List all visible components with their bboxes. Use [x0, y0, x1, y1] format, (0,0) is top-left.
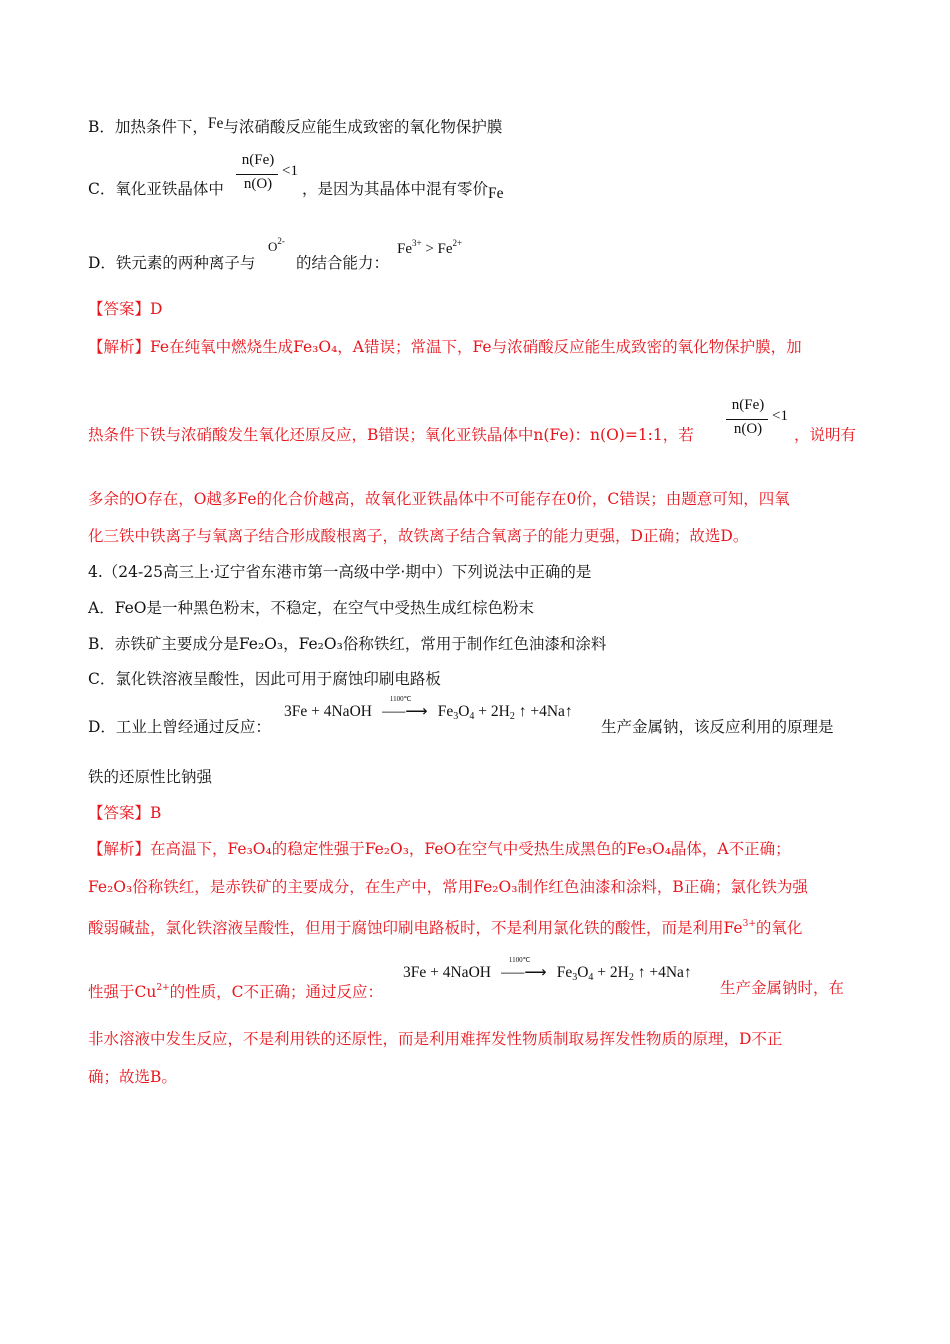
q3-analysis-fraction [724, 397, 794, 445]
equation-fe: Fe [556, 964, 573, 981]
equation-lhs: 3Fe + 4NaOH [284, 703, 372, 720]
cu-charge: 2+ [156, 983, 170, 993]
q4-analysis-equation [403, 956, 692, 983]
q3-option-c-prefix: C．氧化亚铁晶体中 [88, 180, 224, 198]
q3-option-d-tail [296, 252, 389, 274]
q3-option-d-suffix: 的结合能力： [296, 254, 390, 272]
equation-h-sub: 2 [628, 972, 634, 983]
q4-stem: 4.（24-25高三上·辽宁省东港市第一高级中学·期中）下列说法中正确的是 [88, 563, 592, 581]
relation-sign: > [421, 241, 438, 257]
fraction-relation: <1 [772, 408, 788, 424]
relation-b: Fe [437, 241, 453, 257]
equation-h-sub: 2 [509, 711, 515, 722]
q3-option-c [88, 178, 224, 200]
q4-option-c: C．氯化铁溶液呈酸性，因此可用于腐蚀印刷电路板 [88, 670, 441, 688]
relation-b-charge: 2+ [452, 238, 463, 248]
q4-option-d-equation [284, 695, 573, 722]
q4-option-d-tail: 生产金属钠，该反应利用的原理是 [601, 718, 834, 736]
equation-fe-sub: 3 [453, 711, 459, 722]
q4-analysis-line-1: 【解析】在高温下，Fe₃O₄的稳定性强于Fe₂O₃，FeO在空气中受热生成黑色的Fe₃O₄晶体，A不正确； [88, 840, 791, 858]
q4-analysis-line-4 [88, 977, 383, 1003]
fraction-bar [236, 174, 278, 175]
fraction-relation: <1 [282, 163, 298, 179]
q4-analysis-line-3-b: 的氧化 [755, 919, 803, 937]
q4-analysis-line-4-a: 性强于Cu [88, 983, 157, 1001]
q4-analysis-line-2: Fe₂O₃俗称铁红，是赤铁矿的主要成分，在生产中，常用Fe₂O₃制作红色油漆和涂料，B正确；氯化铁为强 [88, 878, 808, 896]
equation-o: O [458, 703, 470, 720]
q4-option-d-line2: 铁的还原性比钠强 [88, 768, 213, 786]
q3-option-c-tail [302, 178, 504, 201]
equation-condition: 1100℃ [389, 695, 412, 703]
equation-arrow: 1100℃ –––⟶ [501, 956, 547, 981]
fraction-numerator: n(Fe) [241, 152, 275, 168]
q4-analysis-line-4-b: 的性质，C不正确；通过反应： [169, 983, 383, 1001]
equation-h: + 2H [593, 964, 629, 981]
fraction-denominator: n(O) [733, 421, 763, 437]
equation-tail: ↑ +4Na↑ [637, 964, 692, 981]
q4-option-a: A．FeO是一种黑色粉末，不稳定，在空气中受热生成红棕色粉末 [88, 599, 534, 617]
q3-analysis-line-1: 【解析】Fe在纯氧中燃烧生成Fe₃O₄，A错误；常温下，Fe与浓硝酸反应能生成致密的氧化物保护膜，加 [88, 338, 802, 356]
q3-analysis-line-4: 化三铁中铁离子与氧离子结合形成酸根离子，故铁离子结合氧离子的能力更强，D正确；故选D。 [88, 527, 749, 545]
ion-charge: 2- [277, 236, 285, 246]
q3-analysis-line-2-tail: ，说明有 [794, 426, 857, 444]
q3-option-d [88, 252, 255, 274]
q3-option-b-suffix: 与浓硝酸反应能生成致密的氧化物保护膜 [223, 118, 503, 136]
q3-analysis-line-2: 热条件下铁与浓硝酸发生氧化还原反应，B错误；氧化亚铁晶体中n(Fe)：n(O)=1:1，若 [88, 426, 694, 444]
relation-a: Fe [397, 241, 412, 257]
q3-option-b [88, 116, 502, 139]
q4-analysis-line-3 [88, 913, 802, 939]
fe-charge: 3+ [742, 919, 756, 929]
q3-option-d-ion [268, 236, 285, 255]
q4-analysis-line-3-a: 酸弱碱盐，氯化铁溶液呈酸性，但用于腐蚀印刷电路板时，不是利用氯化铁的酸性，而是利用Fe [88, 919, 743, 937]
equation-fe: Fe [437, 703, 454, 720]
q3-option-d-prefix: D．铁元素的两种离子与 [88, 254, 256, 272]
ion-symbol: O [268, 239, 278, 254]
equation-fe-sub: 3 [572, 972, 578, 983]
equation-h: + 2H [474, 703, 510, 720]
q3-option-b-fe: Fe [207, 115, 224, 132]
q4-analysis-line-4-tail: 生产金属钠时，在 [720, 979, 845, 997]
q3-option-c-fe: Fe [488, 185, 504, 202]
equation-arrow: 1100℃ –––⟶ [382, 695, 428, 720]
equation-o: O [577, 964, 589, 981]
fraction-bar [726, 419, 768, 420]
equation-o-sub: 4 [588, 972, 594, 983]
fraction-denominator: n(O) [243, 176, 273, 192]
q3-option-c-suffix: ，是因为其晶体中混有零价 [302, 180, 489, 198]
q3-option-c-fraction [234, 152, 304, 200]
q4-option-b: B．赤铁矿主要成分是Fe₂O₃，Fe₂O₃俗称铁红，常用于制作红色油漆和涂料 [88, 635, 607, 653]
relation-a-charge: 3+ [412, 238, 422, 248]
q3-option-d-relation [397, 238, 462, 258]
equation-tail: ↑ +4Na↑ [518, 703, 573, 720]
q3-option-b-prefix: B．加热条件下， [88, 118, 208, 136]
q4-option-d: D．工业上曾经通过反应： [88, 718, 271, 736]
fraction-numerator: n(Fe) [731, 397, 765, 413]
q4-analysis-line-5: 非水溶液中发生反应，不是利用铁的还原性，而是利用难挥发性物质制取易挥发性物质的原理，D不正 [88, 1030, 783, 1048]
q4-answer: 【答案】B [88, 804, 162, 822]
equation-condition: 1100℃ [508, 956, 531, 964]
equation-o-sub: 4 [469, 711, 475, 722]
q3-answer: 【答案】D [88, 300, 163, 318]
q4-analysis-line-6: 确；故选B。 [88, 1068, 177, 1086]
equation-lhs: 3Fe + 4NaOH [403, 964, 491, 981]
q3-analysis-line-3: 多余的O存在，O越多Fe的化合价越高，故氧化亚铁晶体中不可能存在0价，C错误；由题意可知，四氧 [88, 490, 790, 508]
